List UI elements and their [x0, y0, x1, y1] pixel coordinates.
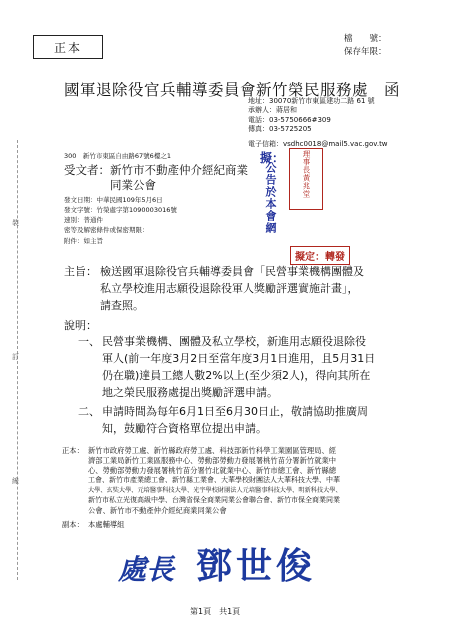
page-number: 第1頁 共1頁	[190, 607, 241, 616]
speed: 速別：普通件	[64, 216, 103, 224]
phone: 電話：03-5750666#309	[248, 116, 331, 124]
item2-number: 二、	[78, 405, 100, 418]
chairman-seal-text: 理事長黃兆堂	[302, 150, 311, 198]
main-recipients-line4: 工會、新竹市產業總工會、新竹縣工業會、大華學校財團法人大華科技大學、中華	[88, 476, 340, 484]
recipient-name-line1: 新竹市不動產仲介經紀商業	[110, 163, 248, 177]
issue-number: 發文字號：竹榮處字第1090003016號	[64, 206, 177, 214]
binding-char-2: 訂	[12, 353, 19, 361]
main-recipients-label: 正本：	[62, 446, 84, 455]
attachment: 附件：如主旨	[64, 237, 103, 245]
copy-recipients-label: 副本：	[62, 520, 84, 529]
copy-recipients: 本處輔導組	[88, 520, 125, 529]
recipient-name-line2: 同業公會	[110, 178, 156, 192]
item2-line1: 申請時間為每年6月1日至6月30日止，敬請協助推廣周	[102, 405, 368, 418]
email: 電子信箱：vsdhc0018@mail5.vac.gov.tw	[248, 140, 388, 148]
file-number-label: 檔 號：	[344, 34, 387, 44]
copy-type-box	[33, 35, 103, 59]
security-level: 密等及解密條件或保密期限：	[64, 226, 149, 234]
main-recipients-line6: 新竹市私立光復高級中學、台灣省保全商業同業公會聯合會、新竹市保全商業同業	[88, 496, 340, 504]
subject-line3: 請查照。	[100, 299, 144, 312]
main-recipients-line3: 心、勞動部勞動力發展署桃竹苗分署竹北就業中心、新竹市總工會、新竹縣總	[88, 466, 337, 475]
binding-char-3: 線	[12, 477, 19, 485]
item1-line4: 地之榮民服務處提出獎勵評選申請。	[102, 386, 278, 399]
recipient-label: 受文者：	[64, 163, 110, 177]
public-notice-stamp: 公告於本會網	[264, 162, 277, 234]
subject-label: 主旨：	[64, 265, 97, 278]
item1-line3: 仍在職)達員工總人數2%以上(至少須2人)，得向其所在	[102, 369, 371, 382]
approve-label: 擬：	[260, 151, 285, 165]
issue-date: 發文日期：中華民國109年5月6日	[64, 196, 163, 204]
subject-line1: 檢送國軍退除役官兵輔導委員會「民營事業機構團體及	[100, 265, 364, 278]
signature-title: 處長	[118, 553, 175, 586]
retention-label: 保存年限：	[344, 47, 387, 57]
main-recipients-line5: 大學、玄奘大學、元培醫事科技大學、光宇學校財團法人元培醫事科技大學、明新科技大學、	[88, 487, 342, 494]
explanation-label: 說明：	[64, 319, 97, 332]
main-recipients-line2: 濟部工業局新竹工業區服務中心、勞動部勞動力發展署桃竹苗分署新竹就業中	[88, 456, 337, 465]
sender-address: 地址：30070新竹市東區建功二路 61 號	[248, 97, 375, 105]
item1-line1: 民營事業機構、團體及私立學校，新進用志願役退除役	[102, 335, 366, 348]
subject-line2: 私立學校進用志願役退除役軍人獎勵評選實施計畫」，	[100, 282, 359, 295]
item2-line2: 知，鼓勵符合資格單位提出申請。	[102, 422, 267, 435]
item1-line2: 軍人(前一年度3月2日至當年度3月1日進用，且5月31日	[102, 352, 376, 365]
item1-number: 一、	[78, 335, 100, 348]
binding-char-1: 裝	[12, 219, 19, 227]
copy-type: 正本	[53, 40, 82, 55]
handler: 承辦人：蔣居和	[248, 106, 297, 114]
document-title: 國軍退除役官兵輔導委員會新竹榮民服務處 函	[64, 81, 401, 99]
fax: 傳真：03-5725205	[248, 125, 312, 133]
signature-name: 鄧世俊	[196, 545, 317, 587]
archive-stamp-text: 擬定：轉發	[295, 252, 345, 263]
chairman-seal	[289, 148, 323, 210]
recipient-address: 300 新竹市東區自由路67號6樓之1	[64, 152, 171, 160]
main-recipients-line1: 新竹市政府勞工處、新竹縣政府勞工處、科技部新竹科學工業園區管理局、經	[88, 446, 337, 455]
main-recipients-line7: 公會、新竹市不動產仲介經紀商業同業公會	[88, 506, 227, 515]
